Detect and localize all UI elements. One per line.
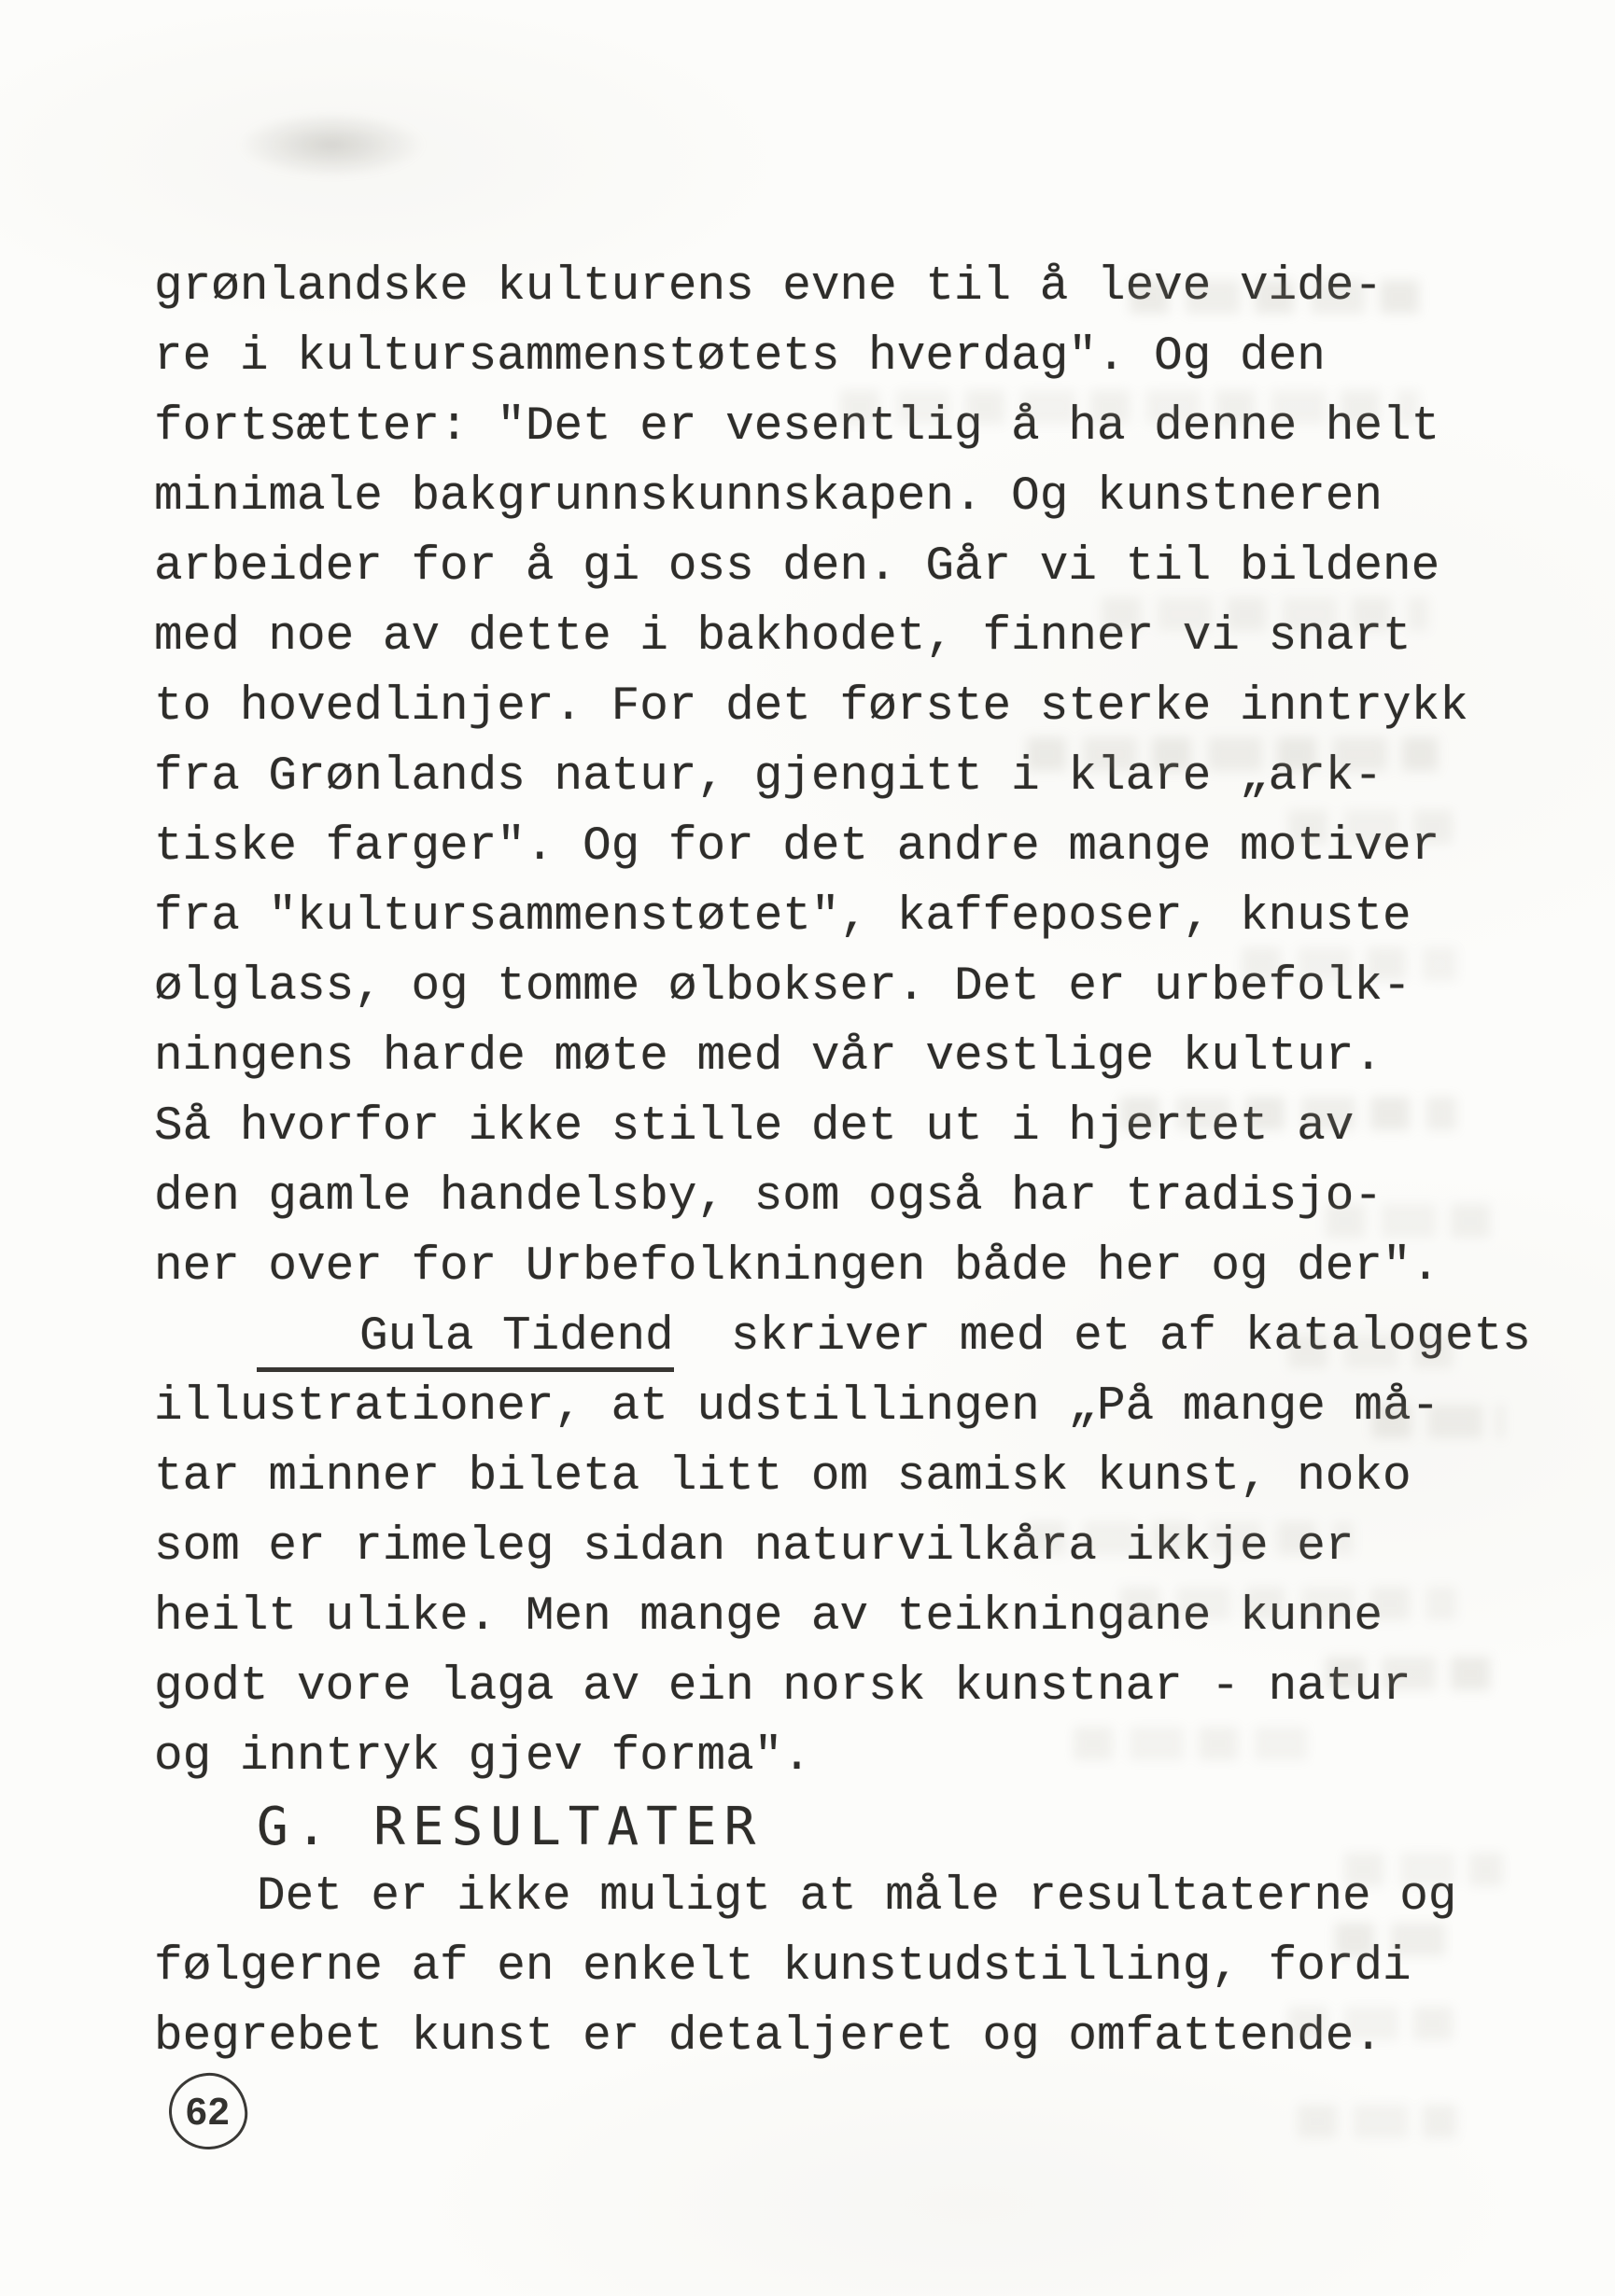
- text-line: tiske farger". Og for det andre mange motiver: [154, 820, 1440, 874]
- text-line: illustrationer, at udstillingen „På mange må-: [154, 1380, 1440, 1434]
- text-line: fortsætter: "Det er vesentlig å ha denne helt: [154, 400, 1440, 454]
- text-line: re i kultursammenstøtets hverdag". Og den: [154, 330, 1326, 384]
- text-line: Så hvorfor ikke stille det ut i hjertet av: [154, 1100, 1355, 1154]
- text-line: ner over for Urbefolkningen både her og der".: [154, 1240, 1440, 1294]
- text-line: minimale bakgrunnskunnskapen. Og kunstneren: [154, 470, 1383, 524]
- text-segment: skriver med et af katalogets: [673, 1310, 1531, 1364]
- section-heading: G. RESULTATER: [257, 1797, 764, 1857]
- text-line: ølglass, og tomme ølbokser. Det er urbefolk-: [154, 960, 1411, 1014]
- text-line: [154, 1302, 1573, 1372]
- text-line: fra Grønlands natur, gjengitt i klare „ark-: [154, 750, 1383, 804]
- text-line: med noe av dette i bakhodet, finner vi snart: [154, 610, 1411, 664]
- text-line: ningens harde møte med vår vestlige kultur.: [154, 1030, 1383, 1084]
- text-line: heilt ulike. Men mange av teikningane kunne: [154, 1590, 1383, 1644]
- page-number: 62: [186, 2089, 231, 2133]
- underlined-title: Gula Tidend: [257, 1310, 674, 1372]
- text-line: tar minner bileta litt om samisk kunst, noko: [154, 1450, 1411, 1504]
- text-line: den gamle handelsby, som også har tradisjo-: [154, 1170, 1383, 1224]
- pencil-smudge: [238, 112, 425, 177]
- text-line: følgerne af en enkelt kunstudstilling, fordi: [154, 1940, 1411, 1994]
- text-line: arbeider for å gi oss den. Går vi til bildene: [154, 540, 1440, 594]
- text-line: som er rimeleg sidan naturvilkåra ikkje er: [154, 1520, 1355, 1574]
- text-line: begrebet kunst er detaljeret og omfattende.: [154, 2010, 1383, 2064]
- text-line: Det er ikke muligt at måle resultaterne og: [257, 1870, 1457, 1924]
- text-line: godt vore laga av ein norsk kunstnar - natur: [154, 1660, 1411, 1714]
- page-number-badge: [166, 2070, 250, 2152]
- text-line: to hovedlinjer. For det første sterke inntrykk: [154, 680, 1468, 734]
- text-line: grønlandske kulturens evne til å leve vide-: [154, 260, 1383, 314]
- text-line: og inntryk gjev forma".: [154, 1730, 811, 1784]
- typewritten-text-block: [154, 252, 1573, 2072]
- text-line: fra "kultursammenstøtet", kaffeposer, knuste: [154, 890, 1411, 944]
- bleed-through-smudge: [1298, 2105, 1456, 2138]
